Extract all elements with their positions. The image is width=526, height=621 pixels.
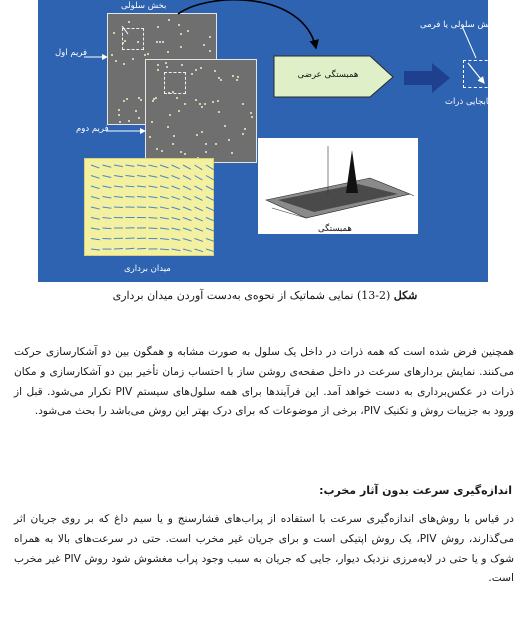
displacement-cell [463, 60, 493, 88]
vector-arrow [91, 239, 100, 240]
vector-arrow [137, 186, 146, 187]
vector-arrow [114, 197, 123, 198]
figure-caption [20, 289, 510, 302]
vector-arrow [183, 218, 191, 221]
body-paragraph: همچنین فرض شده است که همه ذرات در داخل یک سلول به صورت مشابه و همگون بین دو آشکارسازی حرکت می‌کنند. نمایش بردارهای سرعت در داخل صفحه‌ی روشن ساز با احتساب زمان تأخیر بین دو آشکارسازی و مکان ذرات در عکس‌برداری به دست خواهد آمد. این فرآیندها برای همه سلول‌های سیستم PIV تکرار می‌شود. قبل از ورود به جزییات روش و تکنیک PIV، برخی از موضوعات که برای درک بهتر این روش می‌باشد را بحث می‌شود. [14, 346, 514, 418]
cross-correlation-block [274, 56, 394, 98]
frame-one-label: فریم اول [55, 48, 88, 58]
output-arrow-icon [404, 62, 452, 94]
vector-arrow [114, 165, 123, 167]
vector-arrow [126, 197, 135, 198]
vector-arrow [160, 228, 169, 229]
vector-arrow [195, 197, 203, 201]
vector-arrow [126, 176, 135, 177]
vector-arrow [91, 249, 100, 250]
vector-arrow [195, 239, 203, 242]
vector-arrow [103, 218, 112, 219]
vector-arrow [91, 228, 100, 230]
vector-arrow [103, 176, 112, 178]
vector-arrow [149, 207, 158, 208]
vector-arrow [103, 186, 112, 188]
vector-arrow [114, 176, 123, 177]
vector-arrow [172, 176, 180, 179]
vector-arrow [195, 207, 203, 211]
vector-arrow [114, 248, 123, 249]
vector-arrow [160, 186, 169, 188]
vector-arrow [183, 165, 191, 169]
vector-arrow [114, 207, 123, 208]
cross-correlation-label: همبستگی عرضی [297, 70, 359, 80]
vector-arrow [149, 197, 158, 198]
vector-arrow [183, 176, 191, 180]
vector-arrow [126, 165, 135, 166]
vector-arrow [183, 239, 192, 242]
vector-arrow [206, 249, 215, 252]
vector-field-label: میدان برداری [124, 264, 171, 274]
vector-arrow [103, 165, 112, 167]
vector-arrow [137, 165, 146, 167]
vector-arrow [195, 218, 203, 221]
piv-schematic-figure [38, 0, 497, 282]
vector-arrow [206, 239, 215, 242]
vector-arrow [149, 176, 158, 178]
vector-arrow [149, 165, 158, 167]
cell-or-frame-part-label: بخش سلولی یا فرمی [420, 20, 497, 30]
vector-field-arrows [85, 159, 213, 255]
vector-arrow [195, 176, 203, 180]
correlation-surface-plot [258, 138, 418, 234]
vector-arrow [160, 239, 169, 240]
vector-arrow [172, 197, 181, 200]
vector-field-plot [84, 158, 214, 256]
vector-arrow [126, 238, 135, 239]
vector-arrow [206, 186, 214, 190]
vector-arrow [183, 197, 191, 201]
caption-text: نمایی شماتیک از نحوه‌ی به‌دست آوردن میدان برداری [112, 289, 354, 302]
vector-arrow [206, 176, 214, 180]
vector-arrow [172, 165, 180, 169]
vector-arrow [195, 228, 203, 231]
vector-arrow [103, 228, 112, 229]
correlation-label: همبستگی [318, 224, 352, 234]
frame-two-label: فریم دوم [76, 124, 109, 134]
vector-arrow [160, 165, 169, 168]
vector-arrow [195, 186, 203, 190]
vector-arrow [91, 176, 100, 179]
vector-arrow [183, 228, 192, 231]
vector-arrow [149, 218, 158, 219]
vector-arrow [126, 248, 135, 249]
vector-arrow [183, 186, 191, 190]
vector-arrow [172, 249, 181, 251]
caption-label: شکل [393, 289, 418, 302]
vector-arrow [103, 197, 112, 198]
vector-arrow [172, 186, 180, 189]
vector-arrow [183, 207, 191, 210]
vector-arrow [172, 218, 181, 220]
vector-arrow [160, 197, 169, 199]
vector-arrow [160, 207, 169, 209]
vector-arrow [137, 248, 146, 249]
vector-arrow [149, 186, 158, 188]
cell-part-label: بخش سلولی [121, 1, 167, 11]
vector-arrow [206, 207, 214, 211]
vector-arrow [114, 186, 123, 187]
vector-arrow [91, 197, 100, 199]
vector-arrow [183, 249, 192, 251]
vector-arrow [172, 207, 181, 210]
vector-arrow [206, 228, 214, 231]
vector-arrow [91, 186, 100, 189]
vector-arrow [160, 176, 169, 179]
body-paragraph: در قیاس با روش‌های اندازه‌گیری سرعت با استفاده از پراب‌های فشارسنج و یا سیم داغ که بر روی جریان اثر می‌گذارند، روش PIV، یک روش اپتیکی است و برای جریان غیر مخرب است. حتی در سرعت‌های بالا به همراه شوک و یا حتی در لایه‌مرزی نزدیک دیوار، جایی که جریان به سبب وجود پراب مغشوش شود روش PIV غیر مخرب است. [14, 513, 515, 585]
vector-arrow [126, 186, 135, 187]
vector-arrow [137, 176, 146, 177]
caption-number: (2-13) [356, 289, 391, 302]
section-heading: اندازه‌گیری سرعت بدون آثار مخرب: [319, 484, 512, 497]
vector-arrow [91, 218, 100, 220]
vector-arrow [195, 165, 203, 170]
vector-arrow [172, 239, 181, 241]
vector-arrow [160, 249, 169, 250]
vector-arrow [137, 197, 146, 198]
vector-arrow [195, 249, 204, 252]
vector-arrow [172, 228, 181, 230]
particle-displacement-label: جابجایی ذرات [445, 97, 494, 107]
vector-arrow [206, 165, 214, 170]
vector-arrow [91, 207, 100, 209]
vector-arrow [103, 207, 112, 208]
correlation-surface-graphic [258, 138, 418, 234]
vector-arrow [206, 218, 214, 221]
vector-arrow [91, 165, 99, 168]
vector-arrow [160, 218, 169, 220]
vector-arrow [206, 197, 214, 201]
